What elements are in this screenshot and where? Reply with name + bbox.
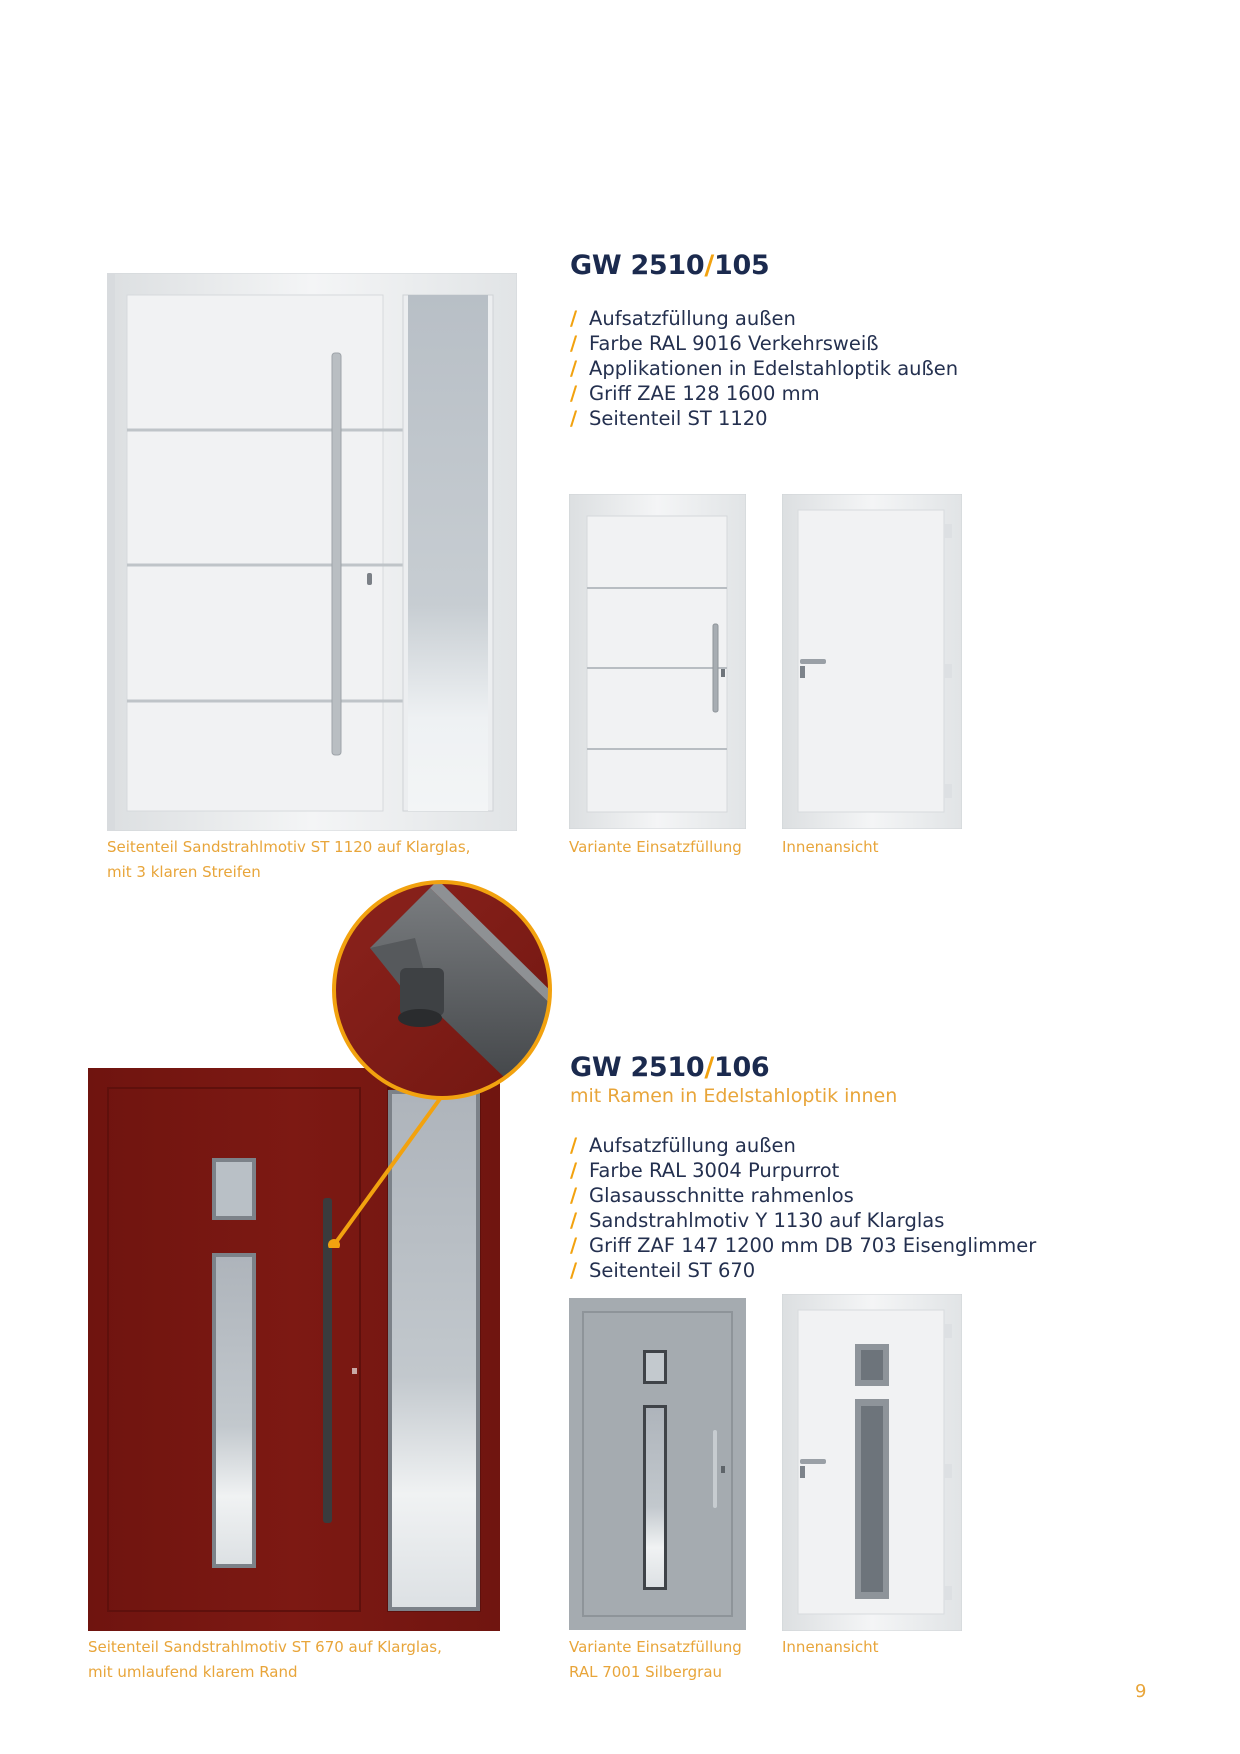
inside-caption: Innenansicht xyxy=(782,1638,879,1656)
spec-item: / Applikationen in Edelstahloptik außen xyxy=(570,356,958,381)
spec-item: / Seitenteil ST 670 xyxy=(570,1258,1036,1283)
spec-item: / Seitenteil ST 1120 xyxy=(570,406,958,431)
handle-detail-zoom xyxy=(320,868,580,1248)
spec-list xyxy=(570,306,958,431)
spec-list xyxy=(570,1133,1036,1283)
variant-caption: Variante Einsatzfüllung xyxy=(569,838,742,856)
spec-item: / Griff ZAF 147 1200 mm DB 703 Eisenglimmer xyxy=(570,1233,1036,1258)
image-caption: Seitenteil Sandstrahlmotiv ST 1120 auf Klarglas, mit 3 klaren Streifen xyxy=(107,838,471,881)
spec-item: / Sandstrahlmotiv Y 1130 auf Klarglas xyxy=(570,1208,1036,1233)
page-number: 9 xyxy=(1135,1681,1147,1702)
door-image-gw2510-105 xyxy=(107,273,517,831)
spec-item: / Glasausschnitte rahmenlos xyxy=(570,1183,1036,1208)
variant-door-image xyxy=(569,1298,746,1630)
spec-item: / Farbe RAL 3004 Purpurrot xyxy=(570,1158,1036,1183)
variant-caption: Variante Einsatzfüllung RAL 7001 Silbergrau xyxy=(569,1638,742,1681)
inside-door-image xyxy=(782,494,962,829)
spec-item: / Aufsatzfüllung außen xyxy=(570,306,958,331)
inside-door-image xyxy=(782,1294,962,1631)
spec-item: / Aufsatzfüllung außen xyxy=(570,1133,1036,1158)
variant-door-image xyxy=(569,494,746,829)
product-title: GW 2510/105 xyxy=(570,250,770,281)
product-subtitle: mit Ramen in Edelstahloptik innen xyxy=(570,1085,898,1107)
product-title: GW 2510/106 xyxy=(570,1052,770,1083)
image-caption: Seitenteil Sandstrahlmotiv ST 670 auf Klarglas, mit umlaufend klarem Rand xyxy=(88,1638,442,1681)
inside-caption: Innenansicht xyxy=(782,838,879,856)
spec-item: / Griff ZAE 128 1600 mm xyxy=(570,381,958,406)
spec-item: / Farbe RAL 9016 Verkehrsweiß xyxy=(570,331,958,356)
